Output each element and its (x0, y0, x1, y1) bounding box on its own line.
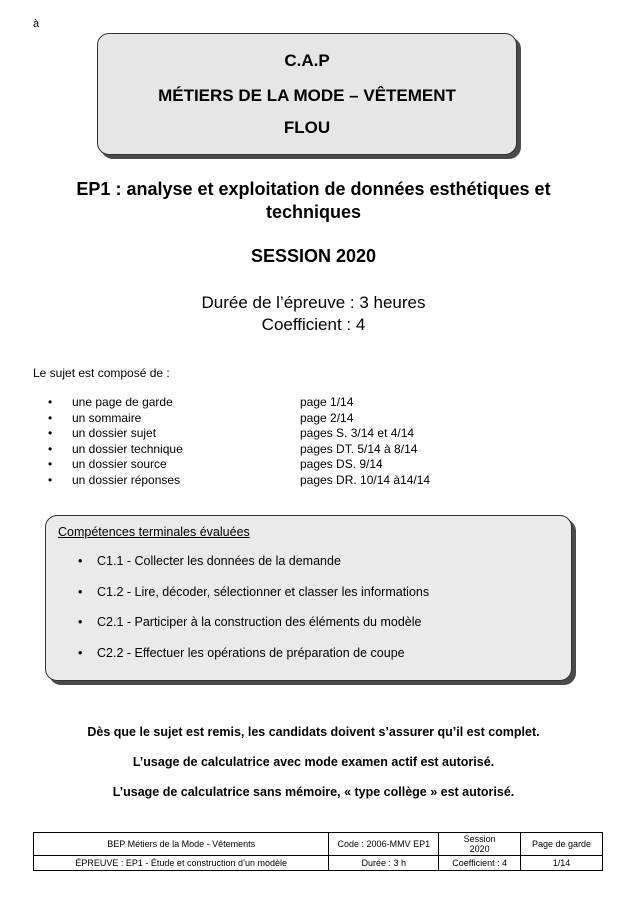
bullet-icon: • (48, 441, 53, 456)
footer-epreuve: ÉPREUVE : EP1 - Étude et construction d’un modèle (34, 856, 329, 871)
composition-pages: pages DT. 5/14 à 8/14 (300, 441, 418, 456)
composition-pages: page 1/14 (300, 395, 354, 409)
competences-heading: Compétences terminales évaluées (58, 525, 250, 539)
footer-row (34, 833, 603, 856)
footer-session (439, 833, 521, 856)
note-calculator-college: L’usage de calculatrice sans mémoire, « type collège » est autorisé. (112, 785, 515, 799)
bullet-icon: • (78, 554, 83, 568)
coefficient: Coefficient : 4 (261, 315, 366, 334)
exam-title-line-1: EP1 : analyse et exploitation de données esthétiques et (76, 179, 551, 199)
composition-pages: pages DS. 9/14 (300, 457, 383, 472)
composition-label: un dossier sujet (72, 426, 157, 441)
header-line-1: C.A.P (284, 51, 330, 70)
competence-text: C2.1 - Participer à la construction des éléments du modèle (97, 615, 422, 629)
bullet-icon: • (48, 410, 53, 425)
header-line-3: FLOU (283, 118, 331, 137)
footer-session-year: 2020 (469, 844, 490, 854)
composition-pages: page 2/14 (300, 410, 354, 425)
composition-label: un dossier source (72, 457, 167, 472)
composition-label: un sommaire (72, 410, 142, 425)
competences-box (45, 515, 572, 681)
bullet-icon: • (48, 457, 53, 472)
note-calculator-exam-mode: L’usage de calculatrice avec mode examen actif est autorisé. (132, 755, 495, 769)
composition-pages: pages DR. 10/14 à14/14 (300, 472, 431, 487)
exam-title (40, 178, 587, 224)
bullet-icon: • (48, 426, 53, 441)
footer-coefficient: Coefficient : 4 (439, 856, 521, 871)
footer-page-label: Page de garde (521, 833, 603, 856)
bullet-icon: • (78, 615, 83, 629)
competence-text: C1.1 - Collecter les données de la demande (97, 554, 341, 568)
competence-text: C2.2 - Effectuer les opérations de préparation de coupe (97, 646, 405, 660)
duration-block (0, 292, 627, 336)
note-complete-check: Dès que le sujet est remis, les candidats doivent s’assurer qu’il est complet. (87, 725, 540, 739)
header-line-2: MÉTIERS DE LA MODE – VÊTEMENT (158, 86, 456, 105)
corner-mark: à (33, 18, 40, 30)
composition-label: un dossier technique (72, 441, 183, 456)
bullet-icon: • (78, 585, 83, 599)
composition-pages: pages S. 3/14 et 4/14 (300, 426, 415, 441)
footer-page-number: 1/14 (521, 856, 603, 871)
session-heading: SESSION 2020 (250, 246, 377, 266)
footer-duration: Durée : 3 h (329, 856, 439, 871)
footer-session-label: Session (463, 834, 496, 844)
bullet-icon: • (78, 646, 83, 660)
composition-label: une page de garde (72, 395, 173, 409)
footer-table (33, 832, 603, 871)
footer-row (34, 856, 603, 871)
competence-text: C1.2 - Lire, décoder, sélectionner et classer les informations (97, 585, 430, 599)
composition-intro: Le sujet est composé de : (33, 366, 170, 380)
bullet-icon: • (48, 395, 53, 409)
duration: Durée de l’épreuve : 3 heures (201, 293, 426, 312)
footer-exam-name: BEP Métiers de la Mode - Vêtements (34, 833, 329, 856)
exam-title-line-2: techniques (265, 202, 362, 222)
composition-label: un dossier réponses (72, 472, 181, 487)
bullet-icon: • (48, 472, 53, 487)
header-box (97, 33, 517, 155)
footer-code: Code : 2006-MMV EP1 (329, 833, 439, 856)
